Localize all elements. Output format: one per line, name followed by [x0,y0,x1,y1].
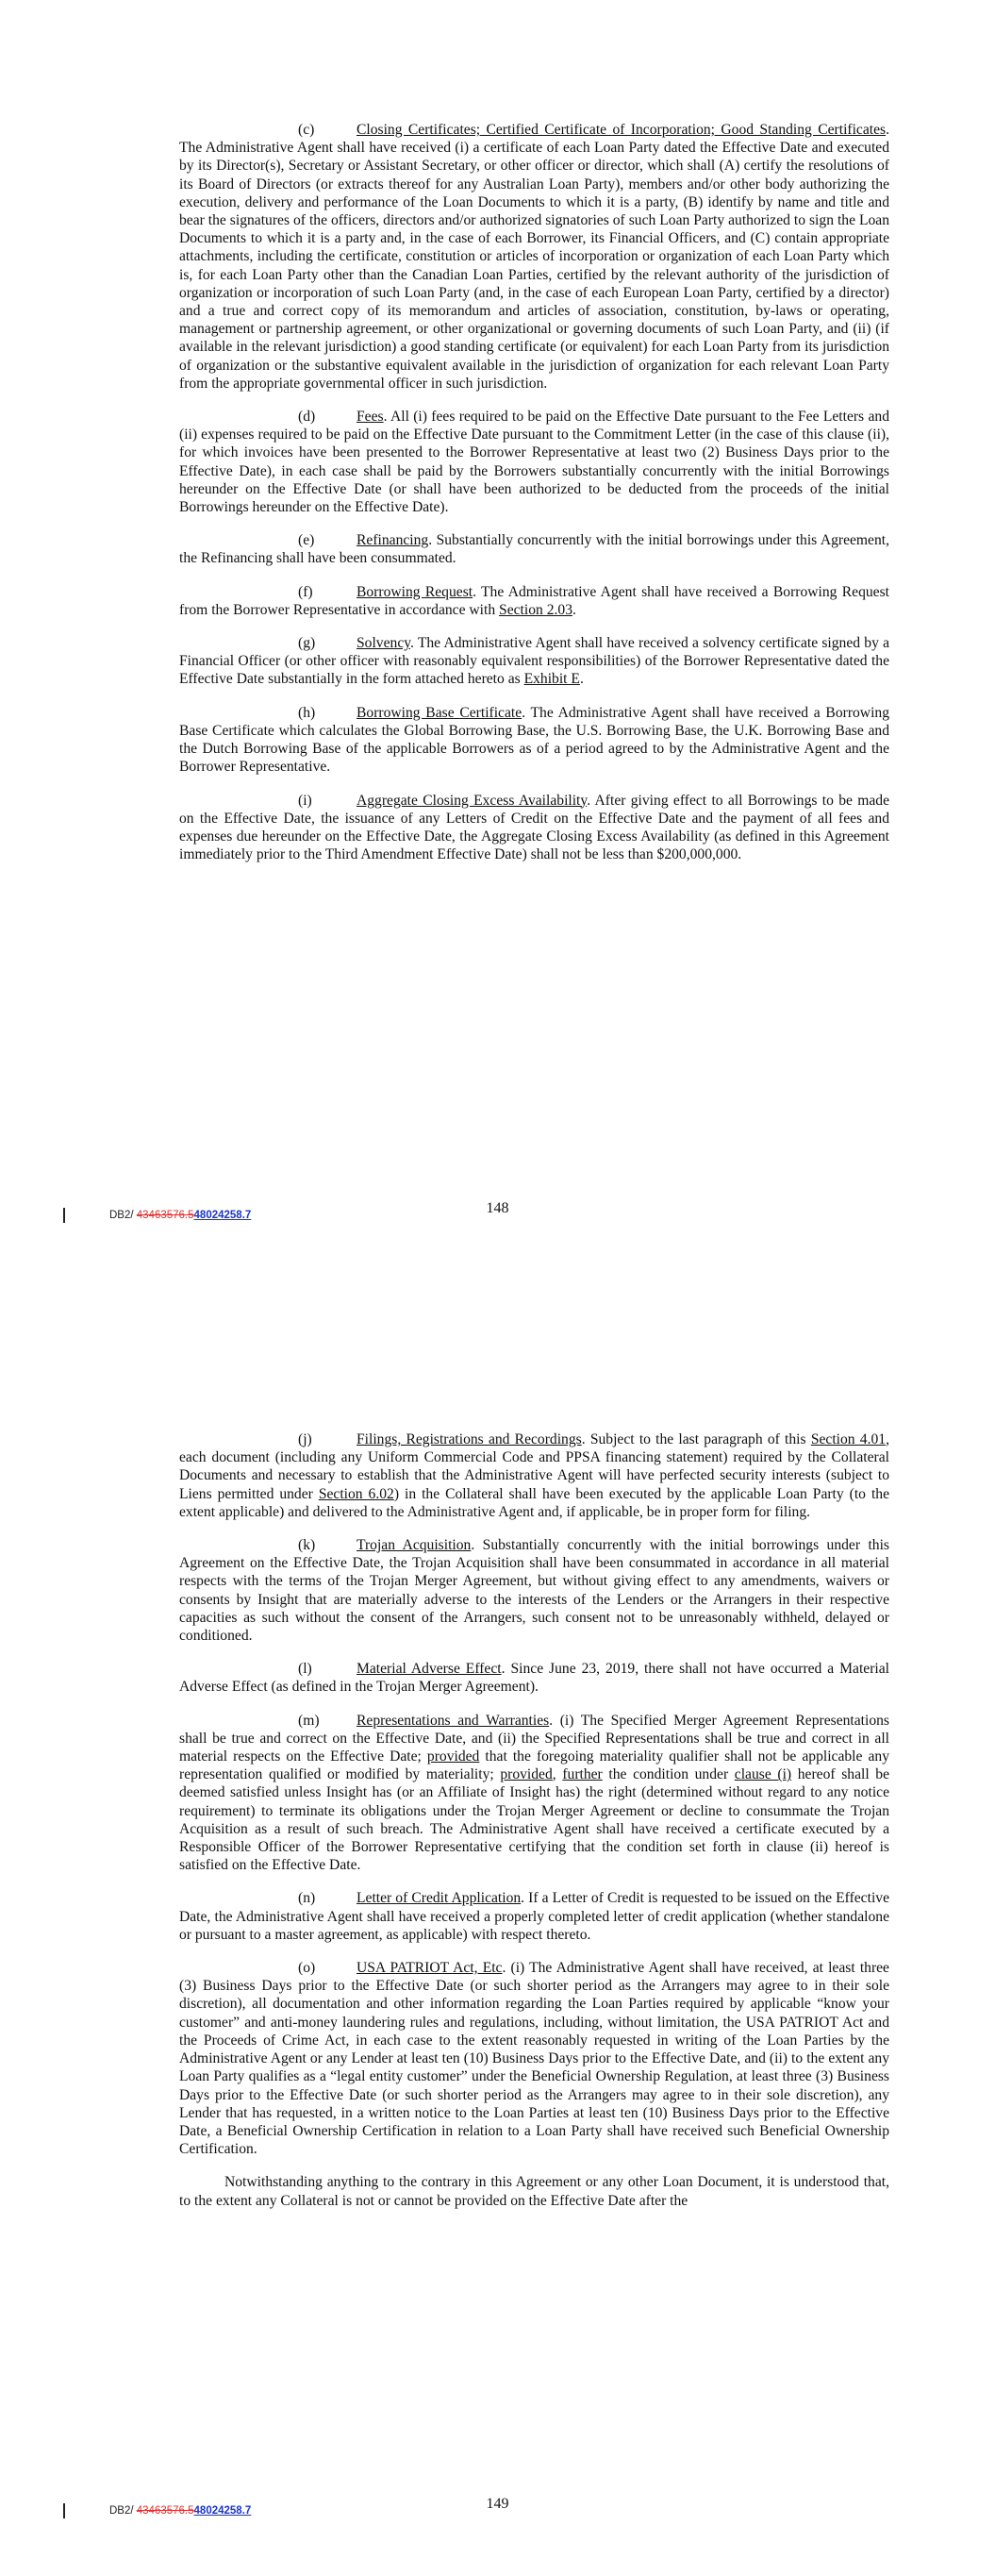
section-heading: Letter of Credit Application [357,1890,522,1907]
section-body: . Since June 23, 2019, there shall not have occurred a Material Adverse Effect (as defined in the Trojan Merger Agreement). [179,1661,889,1696]
section-heading: Fees [357,409,384,426]
section-body: . (i) The Administrative Agent shall have received, at least three (3) Business Days prior to the Effective Date (or such shorter period as the Arrangers may agree to in their sole discretion), all documentation and other information regarding the Loan Parties required by applicable “know your customer” and anti-money laundering rules and regulations, including, without limitation, the USA PATRIOT Act and the Proceeds of Crime Act, in each case to the extent reasonably requested in writing of the Loan Parties by the Administrative Agent or any Lender at least ten (10) Business Days prior to the Effective Date, and (ii) to the extent any Loan Party qualifies as a “legal entity customer” under the Beneficial Ownership Regulation, at least three (3) Business Days prior to the Effective Date (or such shorter period as the Arrangers may agree to in their sole discretion), any Lender that has requested, in a written notice to the Loan Parties at least ten (10) Business Days prior to the Effective Date, a Beneficial Ownership Certification in relation to a Loan Party shall have received such Beneficial Ownership Certification. [179,1960,889,2158]
section-d-paragraph [179,408,889,516]
section-c-paragraph [179,121,889,393]
section-label: (c) [298,122,315,138]
section-heading: Representations and Warranties [357,1712,550,1729]
document-page-149 [0,1279,995,2576]
section-j-paragraph [179,1430,889,1521]
section-l-paragraph [179,1660,889,1696]
section-body: . The Administrative Agent shall have received a Borrowing Base Certificate which calculates the Global Borrowing Base, the U.S. Borrowing Base, the U.K. Borrowing Base and the Dutch Borrowing Base of the applicable Borrowers as of a period agreed to by the Administrative Agent and the Borrower Representative. [179,704,889,776]
section-k-paragraph [179,1536,889,1645]
section-body: . All (i) fees required to be paid on the Effective Date pursuant to the Fee Letters and (ii) expenses required to be paid on the Effective Date pursuant to the Commitment Letter (in the case of this clause (ii), for which invoices have been presented to the Borrower Representative at least two (2) Business Days prior to the Effective Date), in each case shall be paid by the Borrowers substantially concurrently with the initial Borrowings hereunder on the Effective Date (or shall have been authorized to be deducted from the proceeds of the initial Borrowings hereunder on the Effective Date). [179,409,889,516]
section-heading: Material Adverse Effect [357,1661,502,1678]
section-label: (l) [298,1661,312,1678]
section-body: , each document (including any Uniform Commercial Code and PPSA financing statement) required by the Collateral Documents and necessary to establish that the Administrative Agent will have perfected security interests (subject to Liens permitted under [179,1431,889,1502]
section-o-paragraph [179,1959,889,2158]
page-footer [0,1200,995,1229]
inserted-doc-id: 48024258.7 [193,2505,252,2517]
section-label: (k) [298,1537,316,1554]
section-body: . The Administrative Agent shall have received (i) a certificate of each Loan Party dated the Effective Date and executed by its Director(s), Secretary or Assistant Secretary, or other officer or director, which shall (A) certify the resolutions of its Board of Directors (or extracts thereof for any Australian Loan Party), members and/or other body authorizing the execution, delivery and performance of the Loan Documents to which it is a party, (B) identify by name and title and bear the signatures of the officers, directors and/or authorized signatories of such Loan Party authorized to sign the Loan Documents to which it is a party and, in the case of each Borrower, its Financial Officers, and (C) contain appropriate attachments, including the certificate, constitution or articles of incorporation or organization of each Loan Party which is, for each Loan Party other than the Canadian Loan Parties, certified by the relevant authority of the jurisdiction of organization or incorporation of such Loan Party (and, in the case of each European Loan Party, certified by a director) and a true and correct copy of its memorandum and articles of association, constitution, by-laws or operating, management or partnership agreement, or other organizational or governing documents of such Loan Party, and (ii) (if available in the relevant jurisdiction) a good standing certificate (or equivalent) for each Loan Party from its jurisdiction of organization or the substantive equivalent available in the jurisdiction of organization for each relevant Loan Party from the appropriate governmental officer in such jurisdiction. [179,122,889,392]
section-label: (d) [298,409,316,426]
section-reference: Section 6.02 [318,1485,394,1502]
doc-id-prefix: DB2/ [109,2505,137,2517]
section-heading: Aggregate Closing Excess Availability [357,792,588,809]
section-label: (i) [298,792,312,809]
section-body-end: . [572,601,576,618]
section-body-end: hereof shall be deemed satisfied unless Insight has (or an Affiliate of Insight has) the right (determined without regard to any notice requirement) to terminate its obligations under the Trojan Merger Agreement or decline to consummate the Trojan Acquisition as a result of such breach. The Administrative Agent shall have received a certificate executed by a Responsible Officer of the Borrower Representative certifying that the condition set forth in clause (ii) hereof is satisfied on the Effective Date. [179,1766,890,1874]
section-e-paragraph [179,531,889,567]
section-n-paragraph [179,1889,889,1944]
section-heading: Refinancing [357,532,429,549]
section-heading: Filings, Registrations and Recordings [357,1431,582,1447]
section-body: . Substantially concurrently with the initial borrowings under this Agreement, the Refinancing shall have been consummated. [179,532,889,567]
section-body-end: ) in the Collateral shall have been executed by the applicable Loan Party (to the extent applicable) and delivered to the Administrative Agent and, if applicable, be in proper form for filing. [179,1485,889,1520]
section-label: (f) [298,583,313,600]
deleted-doc-id: 43463576.5 [136,2505,194,2517]
clause-reference: clause (i) [734,1766,792,1783]
doc-id-prefix: DB2/ [109,1210,137,1221]
section-body: . After giving effect to all Borrowings to be made on the Effective Date, the issuance of any Letters of Credit on the Effective Date and the payment of all fees and expenses due hereunder on the Effective Date, the Aggregate Closing Excess Availability (as defined in this Agreement immediately prior to the Third Amendment Effective Date) shall not be less than $200,000,000. [179,792,890,863]
page-number: 149 [486,2496,509,2512]
section-label: (j) [298,1431,312,1447]
section-reference: Section 4.01 [810,1431,887,1447]
deleted-doc-id: 43463576.5 [136,1210,194,1221]
inserted-doc-id: 48024258.7 [193,1210,252,1221]
section-i-paragraph [179,792,889,864]
section-body: . (i) The Specified Merger Agreement Representations shall be true and correct on the Effective Date, and (ii) the Specified Representations shall be true and correct in all material respects on the Effective Date; [179,1712,889,1765]
section-label: (n) [298,1890,316,1907]
section-heading: USA PATRIOT Act, Etc [357,1960,503,1977]
defined-term: provided [426,1748,480,1765]
defined-term: provided [500,1766,553,1783]
section-m-paragraph [179,1712,889,1875]
closing-paragraph: Notwithstanding anything to the contrary in this Agreement or any other Loan Document, it is understood that, to the extent any Collateral is not or cannot be provided on the Effective Date after the [179,2174,889,2209]
section-g-paragraph [179,634,889,689]
section-body: . Subject to the last paragraph of this [581,1431,811,1447]
section-heading: Solvency [357,635,411,652]
section-body: the condition under [602,1766,735,1783]
section-body: that the foregoing materiality qualifier shall not be applicable any representation qualified or modified by materiality; [179,1748,889,1783]
section-body: . The Administrative Agent shall have received a solvency certificate signed by a Financial Officer (or other officer with reasonably equivalent responsibilities) of the Borrower Representative dated the Effective Date substantially in the form attached hereto as [179,635,889,688]
section-reference: Section 2.03 [499,601,572,618]
section-body: . Substantially concurrently with the initial borrowings under this Agreement on the Effective Date, the Trojan Acquisition shall have been consummated in accordance in all material respects with the terms of the Trojan Merger Agreement, but without giving effect to any amendments, waivers or consents by Insight that are materially adverse to the interests of the Lenders or the Arrangers in their respective capacities as such without the consent of the Arrangers, such consent not to be unreasonably withheld, delayed or conditioned. [179,1537,889,1645]
section-body-end: . [579,671,584,688]
page-body [179,121,889,878]
section-heading: Borrowing Base Certificate [357,704,522,721]
page-number: 148 [486,1200,509,1216]
document-page-148 [0,0,995,1279]
section-heading: Trojan Acquisition [357,1537,472,1554]
page-body [179,1430,889,2225]
section-h-paragraph [179,704,889,777]
page-footer [0,2496,995,2524]
section-heading: Closing Certificates; Certified Certificate of Incorporation; Good Standing Certificates [357,122,887,138]
section-label: (g) [298,635,316,652]
section-label: (e) [298,532,315,549]
section-label: (m) [298,1712,320,1729]
section-f-paragraph [179,583,889,619]
section-label: (o) [298,1960,316,1977]
exhibit-reference: Exhibit E [523,671,580,688]
section-body: , [552,1766,563,1783]
defined-term: further [562,1766,603,1783]
section-body: . The Administrative Agent shall have received a Borrowing Request from the Borrower Representative in accordance with [179,583,889,618]
section-label: (h) [298,704,316,721]
section-heading: Borrowing Request [357,583,473,600]
section-body: . If a Letter of Credit is requested to be issued on the Effective Date, the Administrative Agent shall have received a properly completed letter of credit application (whether standalone or pursuant to a master agreement, as applicable) with respect thereto. [179,1890,889,1943]
